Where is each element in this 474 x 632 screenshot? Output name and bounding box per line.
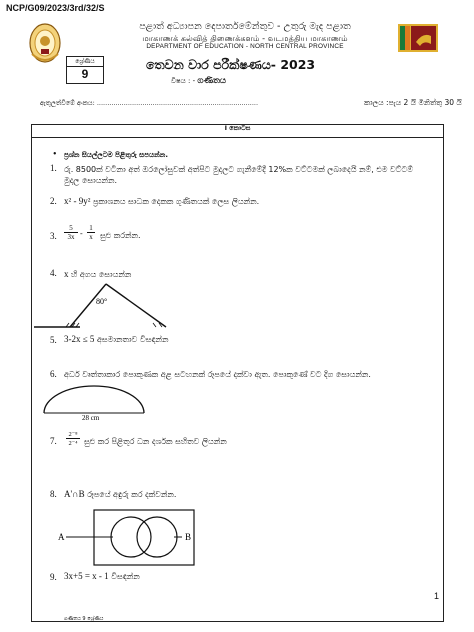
fraction-2-numerator: 1 (87, 224, 95, 233)
question-2 (64, 196, 259, 207)
question-6-text: අර්ධ වෘත්තාකාර පොකුණක අළ සටහනක් රූපයේ දක්වා ඇත. පොකුණේ වට දිග සොයන්න. (64, 370, 371, 379)
semicircle-diagram (40, 383, 150, 423)
header-line-tamil: மாகாணக் கல்வித் திணைக்களம் - வடமத்திய மாகாணம் (142, 33, 348, 43)
question-9-text: විසඳන්න (111, 572, 140, 581)
subject-name: ගණිතය (197, 76, 227, 86)
set-b-label: B (185, 532, 192, 542)
exam-title: තෙවන වාර පරීක්ෂණය- 2023 (146, 57, 316, 72)
question-2-expression: x² - 9y² (64, 196, 91, 206)
question-number: 7. (50, 436, 57, 446)
question-9-expression: 3x+5 = x - 1 (64, 571, 109, 581)
question-number: 2. (50, 196, 57, 206)
question-number: 9. (50, 572, 57, 582)
venn-diagram (56, 505, 206, 569)
fraction-operator: - (80, 229, 83, 238)
question-9 (64, 571, 140, 582)
question-8-expression: A'∩B (64, 489, 85, 499)
question-number: 4. (50, 268, 57, 278)
fraction-1-numerator: 5 (64, 224, 78, 233)
question-4-text: හි අගය සොයන්න (71, 270, 132, 279)
document-code: NCP/G09/2023/3rd/32/S (6, 3, 105, 13)
question-2-text: ප්‍රකාශනය සාධක දෙකක ගුණිතයක් ලෙස ලියන්න. (92, 197, 260, 206)
instruction: ප්‍රශ්න සියල්ලටම පිළිතුරු සපයන්න. (64, 151, 169, 159)
power-denominator: 2⁻⁴ (68, 440, 78, 447)
power-fraction (66, 430, 80, 447)
subject-line (171, 76, 226, 86)
question-number: 1. (50, 163, 57, 173)
question-1-line1: රු. 8500ක් වටිනා අත් ඔරලෝසුවක් අත්පිට මුදලට ගැනීමේදී 12%ක වට්ටමක් ලබාදෙයි නම්, එම වට්ටම් (64, 165, 414, 174)
footer-text: ගණිතය 9 ශ්‍රේණිය (64, 616, 104, 622)
angle-diagram (34, 276, 174, 332)
set-a-label: A (58, 532, 65, 542)
question-5-expression: 3-2x ≤ 5 (64, 334, 95, 344)
fraction-2 (87, 224, 95, 241)
question-number: 8. (50, 489, 57, 499)
grade-label: ශ්‍රේණිය (67, 58, 103, 67)
question-8-text: රූපයේ අඳුරු කර දක්වන්න. (87, 490, 177, 499)
question-1-line2: මුදල සොයන්න. (64, 176, 118, 185)
flag-icon (398, 24, 438, 52)
fraction-1-denominator: 3x (67, 233, 75, 241)
page-number: 1 (434, 591, 440, 601)
question-5-text: අසමානතාව විසඳන්න (96, 335, 169, 344)
grade-value: 9 (81, 67, 89, 81)
header-line-english: DEPARTMENT OF EDUCATION - NORTH CENTRAL PROVINCE (146, 43, 344, 50)
emblem-icon (28, 22, 62, 64)
bullet-icon: • (53, 149, 57, 160)
fraction-2-denominator: x (89, 233, 93, 241)
question-8 (64, 489, 176, 500)
part-heading: I කොටස (224, 124, 251, 132)
grade-box (66, 56, 104, 84)
subject-label: විෂය : - (171, 77, 196, 85)
diameter-label: 28 cm (82, 414, 100, 422)
question-7-text: සුළු කර පිළිතුර ධන දර්ශක සහිතව ලියන්න (84, 437, 227, 446)
question-5 (64, 334, 169, 345)
question-number: 5. (50, 335, 57, 345)
question-4-variable: x (64, 269, 69, 279)
question-number: 6. (50, 369, 57, 379)
question-number: 3. (50, 231, 57, 241)
angle-label: 80° (96, 297, 108, 306)
header-line-sinhala: පළාත් අධ්‍යාපන දෙපාර්තමේන්තුව - උතුරු මැද පළාත (139, 21, 351, 32)
power-numerator: 2⁻⁸ (66, 430, 80, 439)
question-3-text: සුළු කරන්න. (100, 231, 141, 240)
fraction-1 (64, 224, 78, 241)
part-divider (31, 137, 444, 138)
index-number-line: ඇතුලත්වීමේ අංකය: .............................................................................. (40, 99, 259, 107)
time-allowed: කාලය :පැය 2 යි මිනිත්තු 30 යි (364, 98, 462, 107)
